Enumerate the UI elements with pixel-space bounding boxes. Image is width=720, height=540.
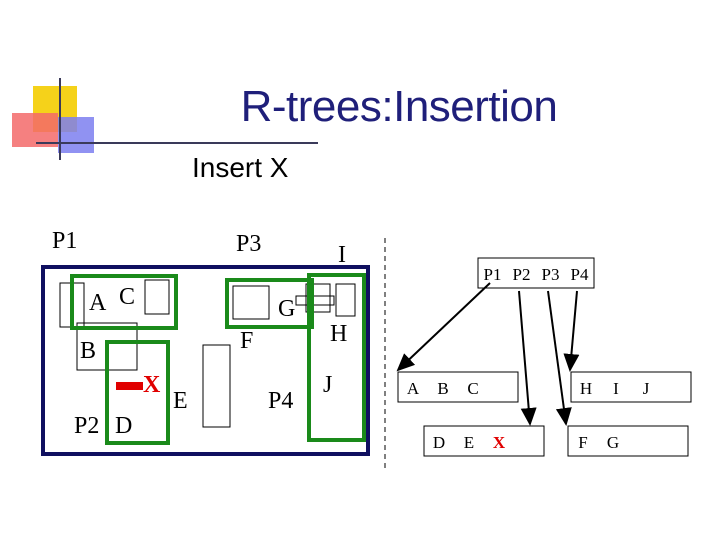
pointer-arrow [570, 291, 577, 370]
inserted-object-x [116, 382, 143, 390]
leaf-node-p4-entry: F [578, 433, 588, 452]
label-p3: P3 [236, 231, 262, 257]
label-c: C [119, 284, 136, 310]
leaf-node-p2-entry: D [432, 433, 446, 452]
root-node-entry: P2 [512, 265, 531, 284]
leaf-node-p1-entry: A [406, 379, 420, 398]
label-h: H [330, 321, 348, 347]
pointer-arrow [548, 291, 566, 424]
rtree-structure [398, 258, 691, 456]
label-p1: P1 [52, 228, 78, 254]
label-f: F [240, 328, 254, 354]
leaf-node-p2-entry: X [492, 433, 506, 452]
label-p4: P4 [268, 388, 294, 414]
leaf-node-p4-entry: G [606, 433, 620, 452]
object-rect-g [296, 296, 334, 305]
object-rect-c [145, 280, 169, 314]
leaf-node-p1-entry: B [437, 379, 449, 398]
object-rect-f [233, 286, 269, 319]
pointer-arrow [519, 291, 530, 424]
leaf-node-p2-entry: E [463, 433, 475, 452]
label-j: J [323, 372, 333, 398]
label-g: G [278, 296, 296, 322]
leaf-node-p3-entry: J [642, 379, 650, 398]
label-a: A [89, 290, 107, 316]
label-e: E [173, 388, 188, 414]
root-node-entry: P3 [541, 265, 560, 284]
label-d: D [115, 413, 133, 439]
label-i: I [338, 242, 346, 268]
label-b: B [80, 338, 97, 364]
object-rect-i [336, 284, 355, 316]
label-p2: P2 [74, 413, 100, 439]
pointer-arrow [398, 283, 490, 370]
root-node-entry: P4 [570, 265, 589, 284]
slide-title: R-trees:Insertion [240, 82, 558, 131]
object-rect-e [203, 345, 230, 427]
leaf-node-p3-entry: I [613, 379, 619, 398]
slide-subtitle: Insert X [192, 152, 289, 183]
label-x: X [143, 372, 161, 398]
leaf-node-p3-entry: H [579, 379, 593, 398]
root-node-entry: P1 [483, 265, 502, 284]
leaf-node-p1-entry: C [467, 379, 479, 398]
